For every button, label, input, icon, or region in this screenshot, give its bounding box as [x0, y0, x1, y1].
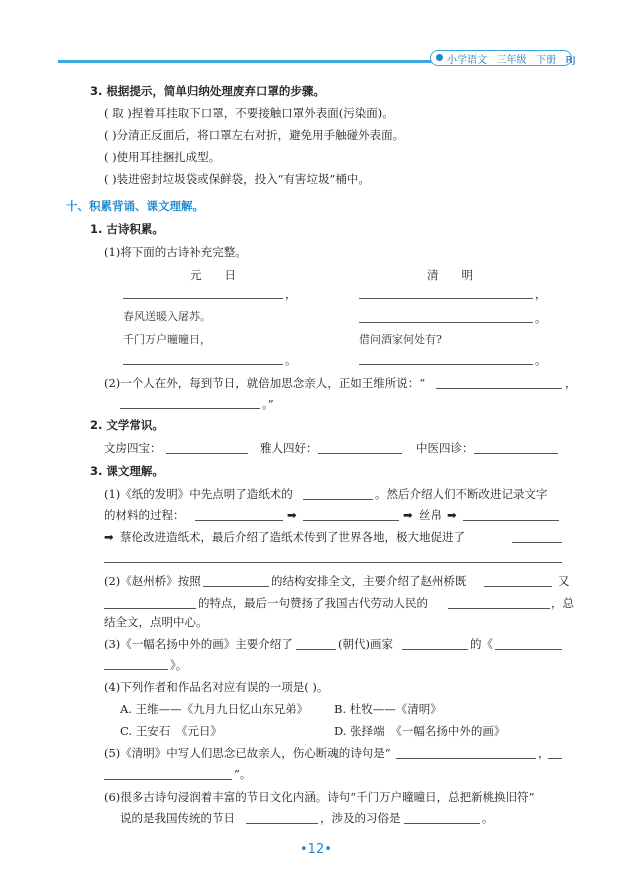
poem1-title: 元 日	[190, 268, 236, 282]
q3-title: 3. 根据提示，简单归纳处理废弃口罩的步骤。	[90, 84, 325, 98]
p3-i1b: 。然后介绍人们不断改进记录文字	[375, 487, 548, 501]
p3-i5c: ”。	[234, 767, 252, 781]
option-b[interactable]: B. 杜牧——《清明》	[334, 702, 442, 716]
zhongyi-blank[interactable]	[474, 453, 558, 454]
p3-title: 3. 课文理解。	[90, 464, 164, 478]
poem1-line3: 千门万户曈曈日，	[123, 333, 211, 346]
p3-i5b: ，	[538, 746, 550, 760]
section-10-title: 十、积累背诵、课文理解。	[66, 199, 204, 213]
poem2-line1-blank[interactable]	[359, 298, 533, 299]
p3-i2a: (2)《赵州桥》按照	[104, 574, 201, 588]
p2-title: 2. 文学常识。	[90, 418, 164, 432]
p2-c: 中医四诊：	[416, 441, 474, 455]
praise-blank[interactable]	[448, 608, 550, 609]
painting-blank-1[interactable]	[495, 649, 562, 650]
header-series: 小学语文	[447, 55, 487, 66]
p3-i3a: (3)《一幅名扬中外的画》主要介绍了	[104, 637, 293, 651]
p3-i3b: (朝代)画家	[338, 637, 393, 651]
material-blank-3[interactable]	[463, 520, 559, 521]
arrow-icon-2: ➡	[403, 508, 413, 522]
poem2-line4-blank[interactable]	[359, 364, 533, 365]
poem1-line2: 春风送暖入屠苏。	[123, 310, 211, 323]
p3-i6d: 。	[482, 811, 494, 825]
header-edition: RJ	[565, 55, 576, 66]
structure-blank[interactable]	[203, 586, 269, 587]
p3-i1a: (1)《纸的发明》中先点明了造纸术的	[104, 487, 293, 501]
header-grade: 三年级	[496, 55, 527, 66]
header-dot-icon	[436, 54, 443, 61]
option-d[interactable]: D. 张择端 《一幅名扬中外的画》	[334, 724, 506, 738]
poem2-period2: 。	[535, 353, 547, 367]
p3-i5a: (5)《清明》中写人们思念已故亲人，伤心断魂的诗句是“	[104, 746, 391, 760]
option-a[interactable]: A. 王维——《九月九日忆山东兄弟》	[120, 702, 309, 716]
q3-row-4: ( )装进密封垃圾袋或保鲜袋，投入“有害垃圾”桶中。	[104, 172, 370, 186]
yaren-blank[interactable]	[318, 453, 402, 454]
zaozhi-blank[interactable]	[303, 499, 373, 500]
bridge-feature-blank-2[interactable]	[104, 608, 196, 609]
bridge-feature-blank-1[interactable]	[484, 586, 552, 587]
p3-i3c: 的《	[470, 637, 493, 651]
p3-i3d: 》。	[170, 658, 188, 672]
p2-b: 雅人四好：	[260, 441, 318, 455]
p3-i6a: (6)很多古诗句浸润着丰富的节日文化内涵。诗句“千门万户曈曈日，总把新桃换旧符”	[104, 790, 535, 804]
festival-blank[interactable]	[246, 823, 318, 824]
poem2-line2-blank[interactable]	[359, 322, 533, 323]
header-volume: 下册	[536, 55, 557, 66]
arrow-icon-1: ➡	[287, 508, 297, 522]
sub2-comma: ，	[565, 376, 577, 390]
wangwei-blank-2[interactable]	[120, 408, 260, 409]
painter-blank[interactable]	[402, 649, 468, 650]
arrow-icon-3: ➡	[447, 508, 457, 522]
silk-text: 丝帛	[419, 508, 442, 522]
p3-i2b: 的结构安排全文，主要介绍了赵州桥既	[271, 574, 467, 588]
q3-row-2: ( )分清正反面后，将口罩左右对折，避免用手触碰外表面。	[104, 128, 405, 142]
header-text	[447, 51, 576, 66]
custom-blank[interactable]	[404, 823, 480, 824]
poem2-title: 清 明	[427, 268, 473, 282]
dynasty-blank[interactable]	[296, 649, 336, 650]
qingming-blank-2[interactable]	[104, 779, 232, 780]
promote-blank-2[interactable]	[104, 562, 562, 563]
poem1-period: 。	[285, 353, 297, 367]
q3-row-1: ( 取 )捏着耳挂取下口罩，不要接触口罩外表面(污染面)。	[104, 106, 394, 120]
poem2-comma: ，	[535, 287, 547, 301]
p3-i6c: ，涉及的习俗是	[320, 811, 401, 825]
poem2-period1: 。	[535, 311, 547, 325]
option-c[interactable]: C. 王安石 《元日》	[120, 724, 222, 738]
p3-i6b: 说的是我国传统的节日	[120, 811, 235, 825]
p3-i2f: 结全文，点明中心。	[104, 615, 208, 629]
material-blank-2[interactable]	[303, 520, 399, 521]
p3-i2d: 的特点，最后一句赞扬了我国古代劳动人民的	[198, 596, 428, 610]
qingming-blank-1[interactable]	[396, 758, 536, 759]
wangwei-blank-1[interactable]	[436, 388, 562, 389]
p1-sub1: (1)将下面的古诗补充完整。	[104, 245, 247, 259]
p1-sub2-a: (2)一个人在外，每到节日，就倍加思念亲人，正如王维所说：“	[104, 376, 426, 390]
p3-i1c: 的材料的过程：	[104, 508, 185, 522]
p1-title: 1. 古诗积累。	[90, 222, 164, 236]
arrow-icon-4: ➡	[104, 530, 114, 544]
wenfang-blank[interactable]	[166, 453, 248, 454]
q3-row-3: ( )使用耳挂捆扎成型。	[104, 150, 221, 164]
poem1-line1-blank[interactable]	[123, 298, 283, 299]
poem1-line4-blank[interactable]	[123, 364, 283, 365]
p2-a: 文房四宝：	[104, 441, 162, 455]
p3-i2e: ，总	[551, 596, 574, 610]
material-blank-1[interactable]	[195, 520, 283, 521]
p3-i1d: 蔡伦改进造纸术，最后介绍了造纸术传到了世界各地，极大地促进了	[120, 530, 465, 544]
poem2-line3: 借问酒家何处有?	[359, 333, 442, 346]
promote-blank[interactable]	[512, 542, 562, 543]
page-number: •12•	[300, 842, 332, 857]
p1-sub2-b: 。”	[262, 397, 274, 411]
qingming-blank-2a[interactable]	[548, 758, 562, 759]
p3-i2c: 又	[558, 574, 570, 588]
poem1-comma: ，	[285, 287, 297, 301]
painting-blank-2[interactable]	[104, 669, 168, 670]
p3-i4: (4)下列作者和作品名对应有误的一项是( )。	[104, 680, 329, 694]
